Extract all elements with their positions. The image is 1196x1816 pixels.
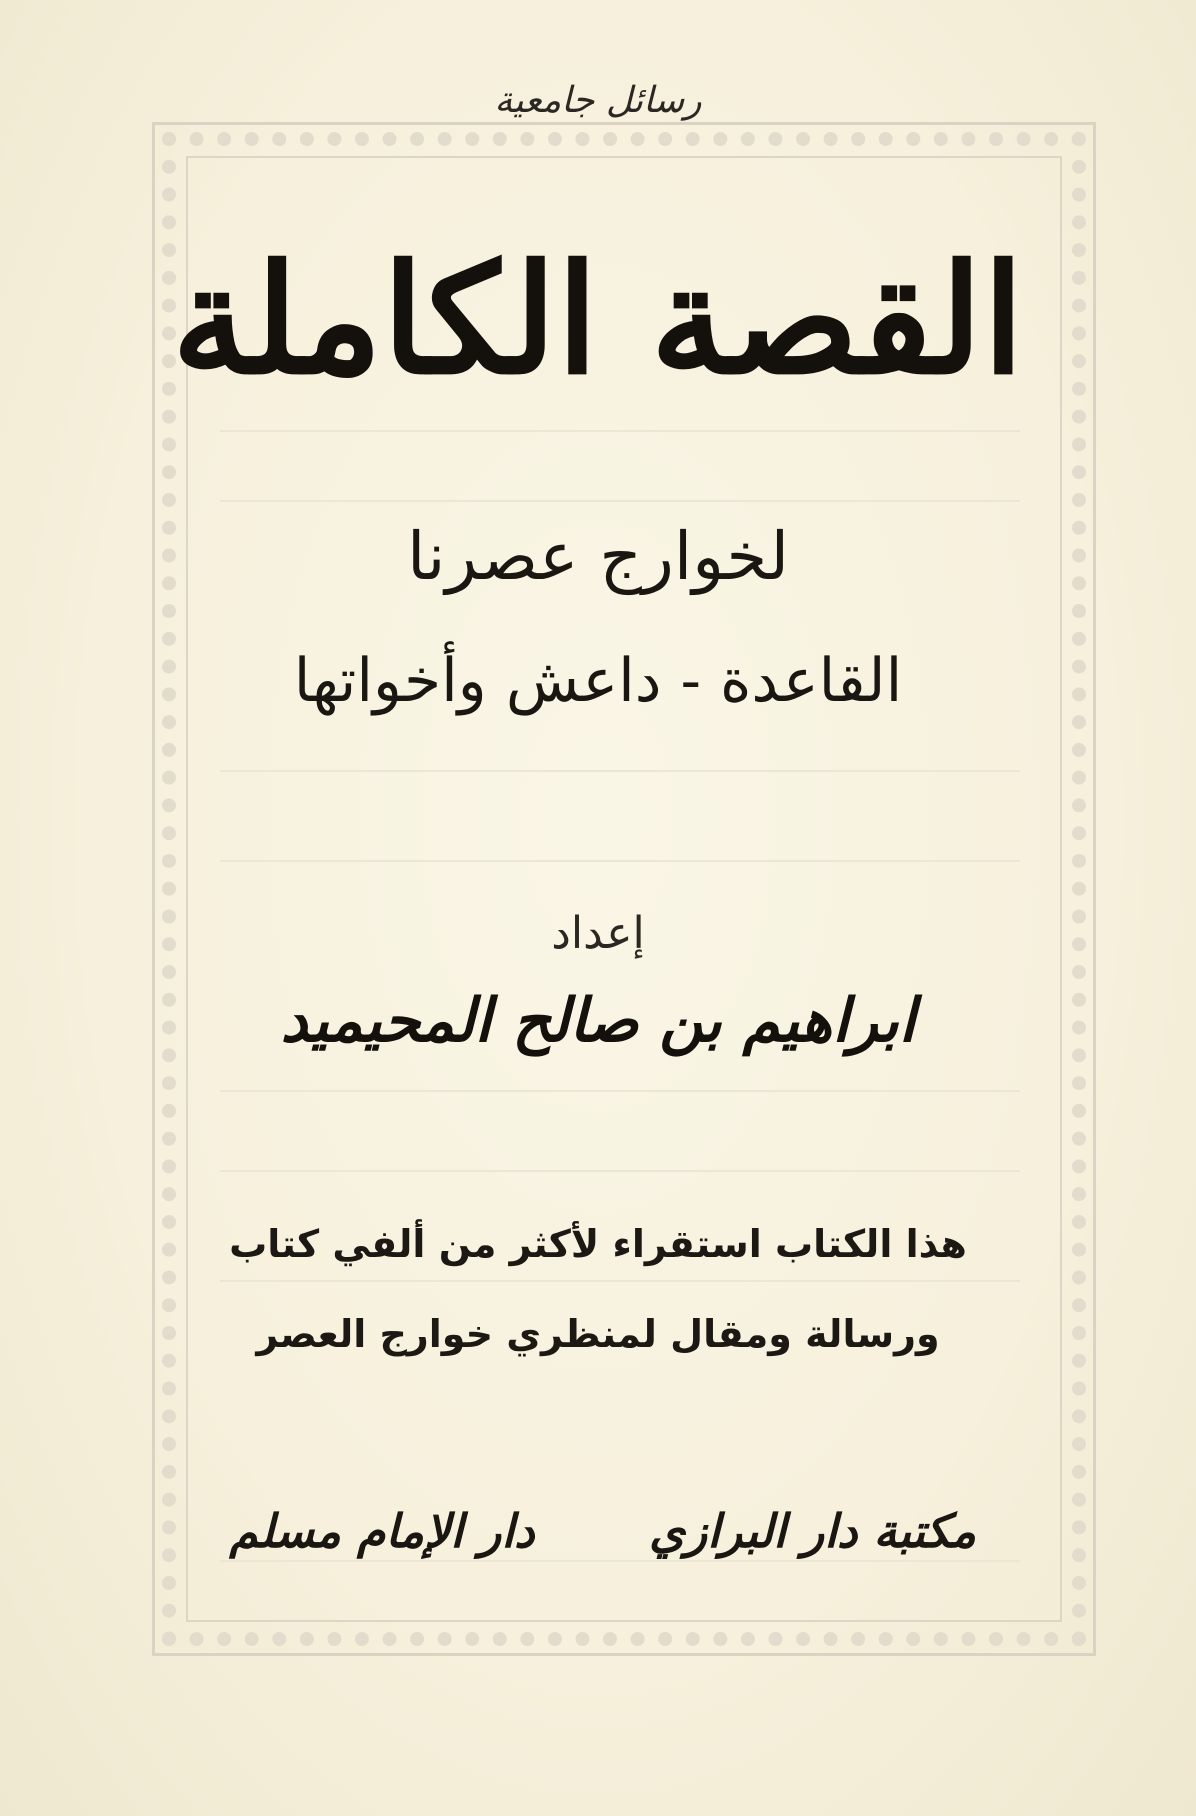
publisher-maktabat-dar-al-barazi: مكتبة دار البرازي (648, 1504, 976, 1558)
show-through-line (220, 770, 1020, 772)
book-title: القصة الكاملة (171, 232, 1025, 408)
publisher-dar-al-imam-muslim: دار الإمام مسلم (229, 1504, 535, 1558)
series-label: رسائل جامعية (494, 80, 702, 121)
show-through-line (220, 860, 1020, 862)
show-through-line (220, 1090, 1020, 1092)
book-subtitle-groups: القاعدة - داعش وأخواتها (293, 646, 903, 716)
description-line-2: ورسالة ومقال لمنظري خوارج العصر (256, 1312, 940, 1356)
prepared-by-label: إعداد (551, 908, 645, 959)
show-through-line (220, 1280, 1020, 1282)
show-through-line (220, 430, 1020, 432)
show-through-line (220, 1170, 1020, 1172)
author-name: ابراهيم بن صالح المحيميد (280, 986, 916, 1056)
show-through-line (220, 1560, 1020, 1562)
description-line-1: هذا الكتاب استقراء لأكثر من ألفي كتاب (229, 1222, 967, 1266)
book-subtitle: لخوارج عصرنا (406, 518, 790, 595)
show-through-line (220, 500, 1020, 502)
